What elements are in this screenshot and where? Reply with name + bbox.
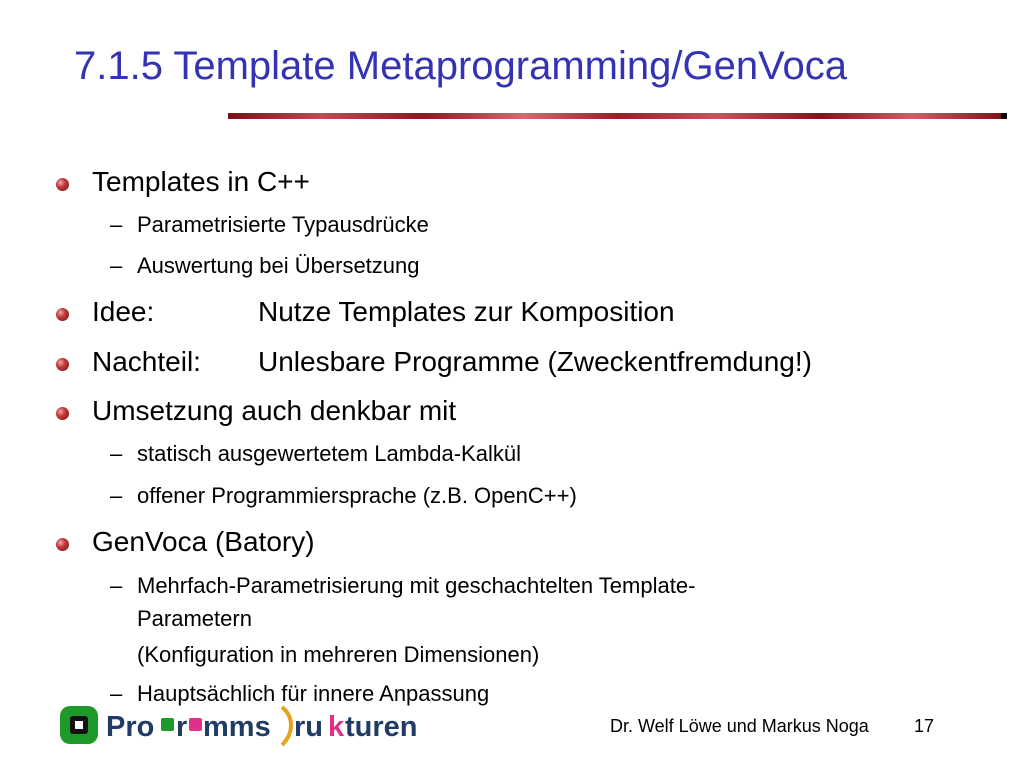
bullet-icon [56,538,69,551]
subitem-text: offener Programmiersprache (z.B. OpenC++) [137,483,577,508]
title-rule-end [1001,113,1007,119]
dash-marker: – [110,681,123,706]
subitem-konfiguration: (Konfiguration in mehreren Dimensionen) [137,642,540,667]
programmstrukturen-logo [58,703,418,747]
subitem-text: statisch ausgewertetem Lambda-Kalkül [137,441,521,466]
bullet-icon [56,308,69,321]
subitem-auswertung [110,253,420,279]
subitem-openc [110,483,577,509]
slide-title: 7.1.5 Template Metaprogramming/GenVoca [74,44,848,88]
bullet-nachteil [92,346,812,378]
footer-author: Dr. Welf Löwe und Markus Noga [610,716,869,736]
subitem-lambda [110,441,521,467]
subitem-text: Hauptsächlich für innere Anpassung [137,681,490,706]
dash-marker: – [110,212,123,237]
subitem-text: Auswertung bei Übersetzung [137,253,420,278]
bullet-label: Nachteil: [92,346,201,377]
svg-text:k: k [328,711,345,743]
svg-text:ru: ru [294,711,323,743]
bullet-text: Unlesbare Programme (Zweckentfremdung!) [258,346,812,377]
svg-text:turen: turen [345,711,418,743]
subitem-text: Parametrisierte Typausdrücke [137,212,429,237]
bullet-icon [56,407,69,420]
svg-text:Pro: Pro [106,711,155,743]
subitem-parametrisierte [110,212,429,238]
dash-marker: – [110,441,123,466]
svg-text:mms: mms [203,711,271,743]
bullet-umsetzung: Umsetzung auch denkbar mit [92,395,457,426]
subitem-text: Mehrfach-Parametrisierung mit geschachtelten Template- [137,573,696,598]
dash-marker: – [110,573,123,598]
subitem-continuation: Parametern [137,606,252,631]
subitem-mehrfach [110,573,695,599]
bullet-idee [92,296,675,328]
bullet-templates-cpp: Templates in C++ [92,166,310,197]
dash-marker: – [110,483,123,508]
bullet-icon [56,178,69,191]
title-rule [228,113,1006,119]
svg-text:r: r [176,711,188,743]
bullet-icon [56,358,69,371]
bullet-genvoca: GenVoca (Batory) [92,526,315,557]
bullet-label: Idee: [92,296,155,327]
dash-marker: – [110,253,123,278]
bullet-text: Nutze Templates zur Komposition [258,296,675,327]
page-number: 17 [914,716,935,736]
